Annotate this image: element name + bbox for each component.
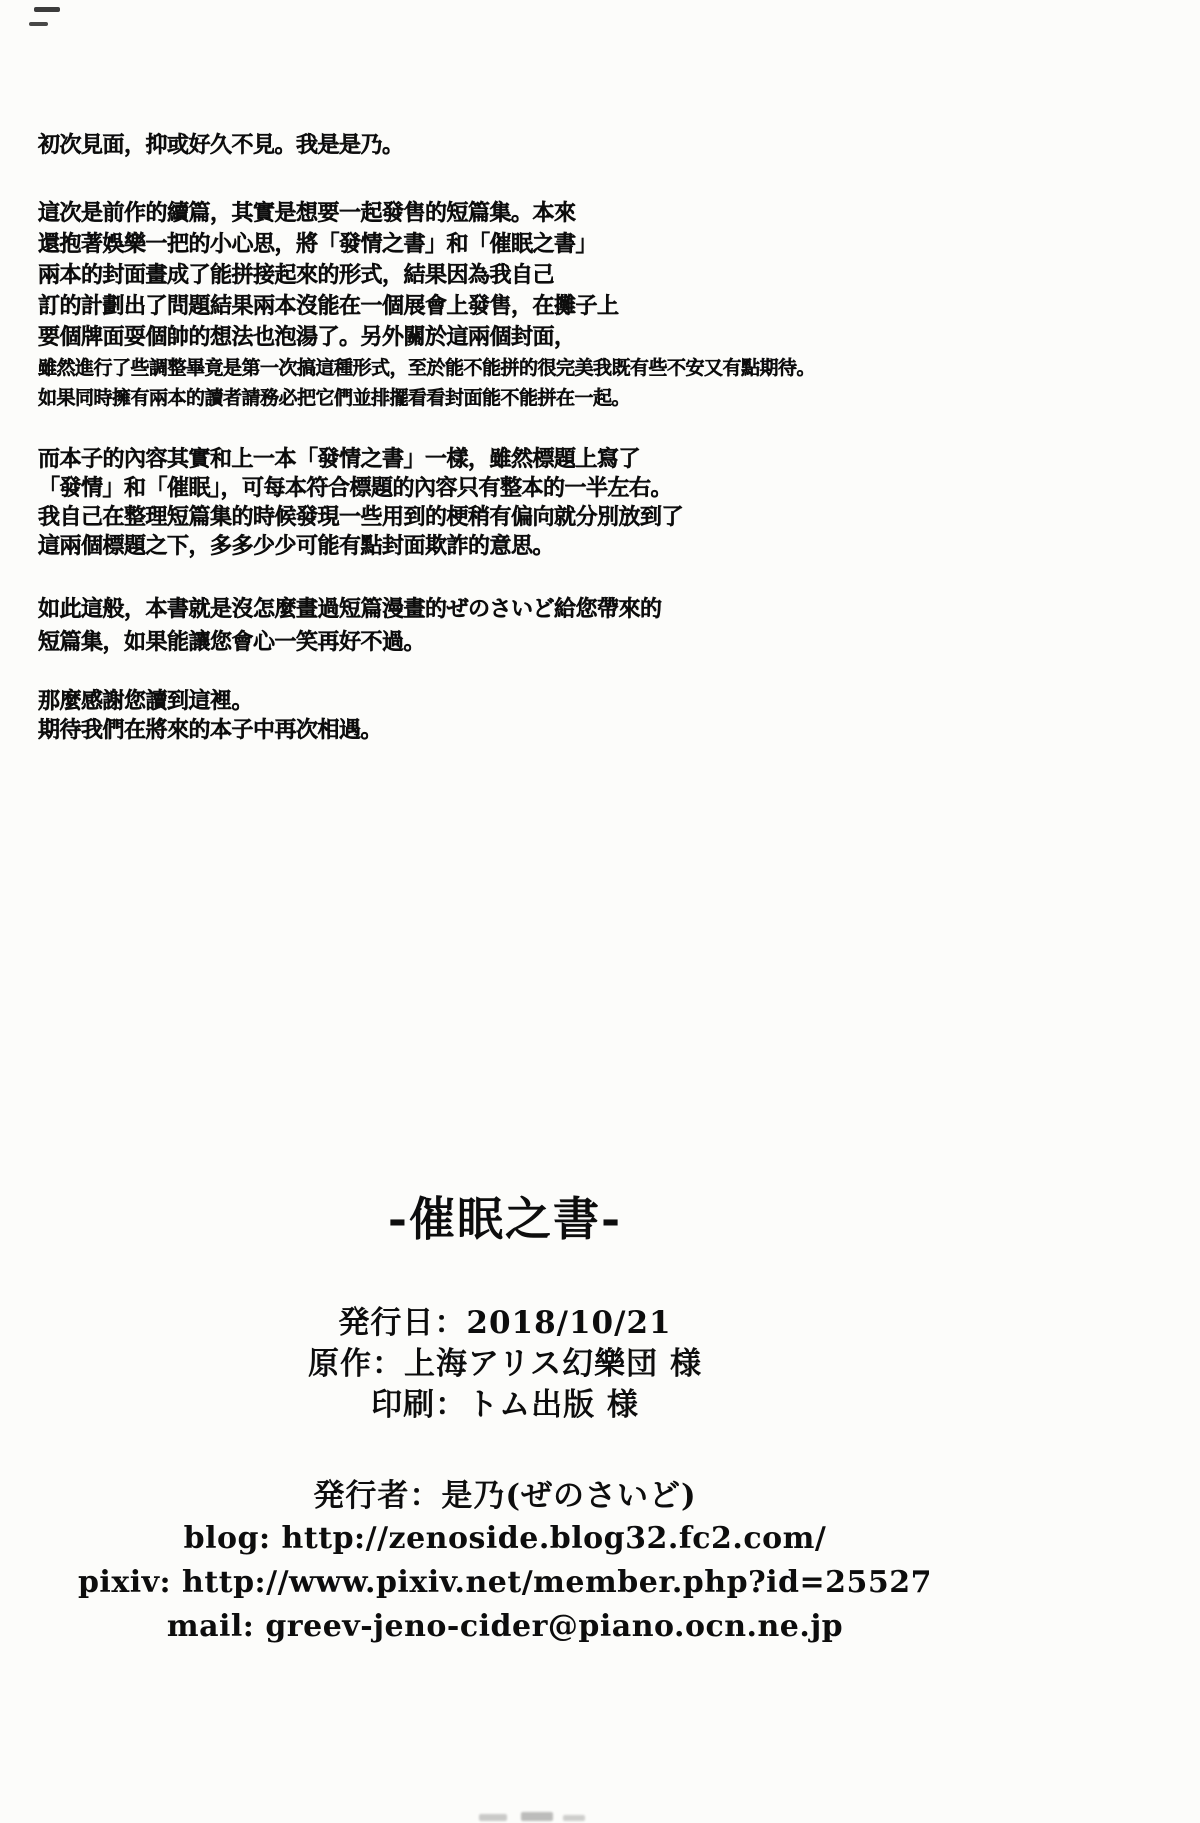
text-line: blog: http://zenoside.blog32.fc2.com/ xyxy=(183,1521,827,1556)
afterword-paragraph-greeting xyxy=(38,130,1178,162)
text-line: 那麼感謝您讀到這裡。 xyxy=(38,689,254,714)
text-line: 如此這般，本書就是沒怎麼畫過短篇漫畫的ぜのさいど給您帶來的 xyxy=(38,597,662,622)
text-line: 而本子的內容其實和上一本「發情之書」一樣，雖然標題上寫了 xyxy=(38,447,641,472)
text-line: 期待我們在將來的本子中再次相遇。 xyxy=(38,718,383,743)
publication-info xyxy=(0,1303,1010,1426)
afterword-paragraph-covers-note xyxy=(38,353,1178,413)
text-line: 雖然進行了些調整畢竟是第一次搞這種形式，至於能不能拼的很完美我既有些不安又有點期待。 xyxy=(38,357,816,379)
contact-info xyxy=(0,1517,1010,1649)
text-line: pixiv: http://www.pixiv.net/member.php?id=25527 xyxy=(77,1565,933,1600)
text-line: 這兩個標題之下，多多少少可能有點封面欺詐的意思。 xyxy=(38,534,555,559)
text-line: 初次見面，抑或好久不見。我是是乃。 xyxy=(38,133,404,158)
scan-artifact xyxy=(29,22,48,26)
doujin-title: -催眠之書- xyxy=(387,1192,623,1246)
text-line: 発行日：2018/10/21 xyxy=(338,1305,672,1341)
text-line: 訂的計劃出了問題結果兩本沒能在一個展會上發售，在攤子上 xyxy=(38,294,619,319)
scan-artifact xyxy=(521,1812,553,1821)
scan-artifact xyxy=(479,1814,507,1821)
text-line: 要個牌面耍個帥的想法也泡湯了。另外關於這兩個封面， xyxy=(38,325,576,350)
text-line: 印刷：トム出版 様 xyxy=(371,1387,639,1423)
afterword-text-section xyxy=(38,130,1178,745)
text-line: 原作：上海アリス幻樂団 様 xyxy=(308,1346,702,1382)
colophon-section xyxy=(0,1192,1010,1649)
scan-artifact xyxy=(563,1815,585,1821)
publisher-line: 発行者：是乃(ぜのさいど) xyxy=(313,1478,697,1514)
text-line: 如果同時擁有兩本的讀者請務必把它們並排擺看看封面能不能拼在一起。 xyxy=(38,387,631,409)
text-line: mail: greev-jeno-cider@piano.ocn.ne.jp xyxy=(166,1609,844,1644)
text-line: 「發情」和「催眠」，可每本符合標題的內容只有整本的一半左右。 xyxy=(38,476,673,501)
text-line: 我自己在整理短篇集的時候發現一些用到的梗稍有偏向就分別放到了 xyxy=(38,505,684,530)
text-line: 短篇集，如果能讓您會心一笑再好不過。 xyxy=(38,630,426,655)
scan-artifact xyxy=(34,7,60,12)
afterword-paragraph-thanks xyxy=(38,687,1178,745)
afterword-paragraph-summary xyxy=(38,593,1178,659)
text-line: 兩本的封面畫成了能拼接起來的形式，結果因為我自己 xyxy=(38,263,555,288)
afterword-paragraph-covers xyxy=(38,198,1178,353)
afterword-paragraph-contents xyxy=(38,445,1178,561)
text-line: 這次是前作的續篇，其實是想要一起發售的短篇集。本來 xyxy=(38,201,576,226)
text-line: 還抱著娛樂一把的小心思，將「發情之書」和「催眠之書」 xyxy=(38,232,598,257)
